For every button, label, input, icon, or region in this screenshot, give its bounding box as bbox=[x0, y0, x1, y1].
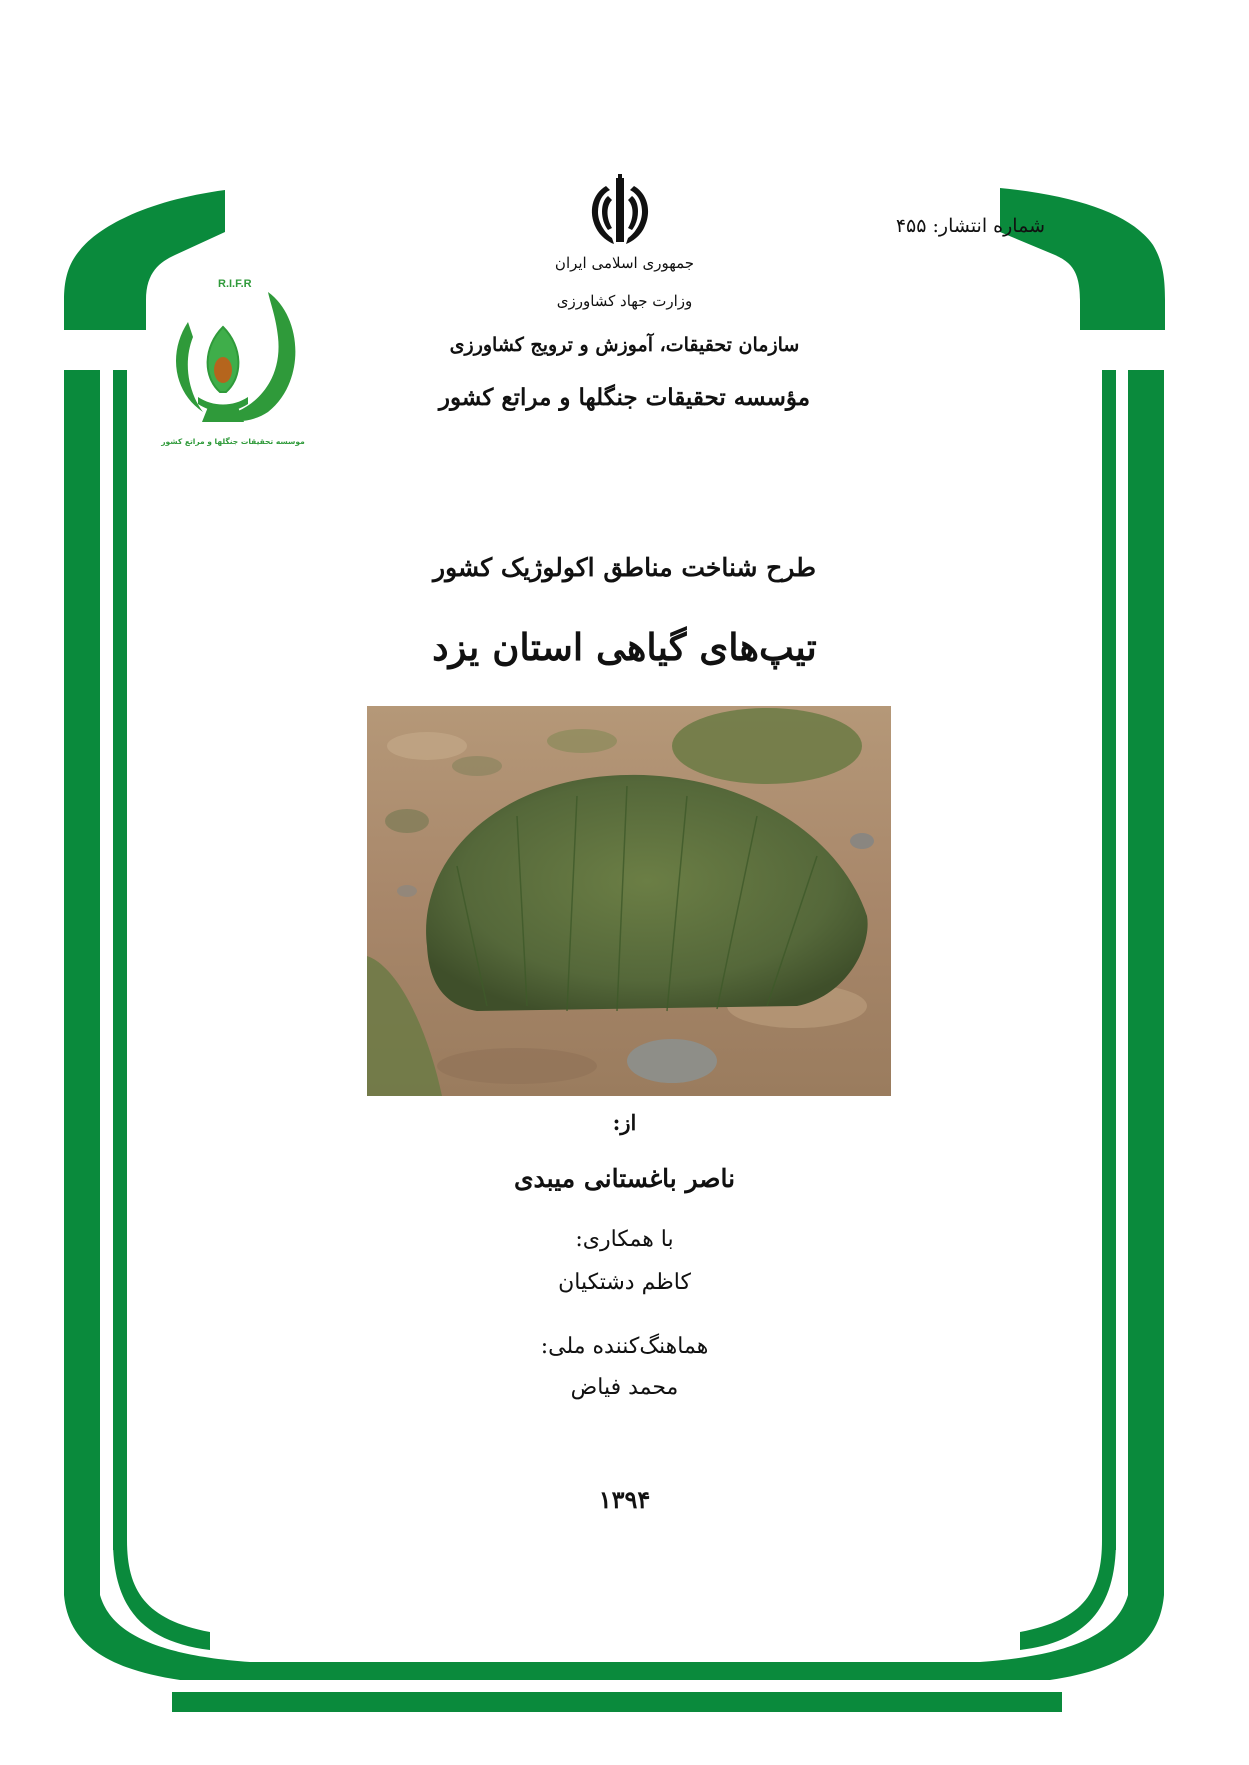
collaboration-label: با همکاری: bbox=[575, 1227, 674, 1252]
iran-emblem-icon bbox=[578, 172, 662, 250]
by-label: از: bbox=[612, 1110, 637, 1135]
page-title: تیپ‌های گیاهی استان یزد bbox=[432, 625, 817, 669]
organization-name: سازمان تحقیقات، آموزش و ترویج کشاورزی bbox=[449, 334, 800, 356]
shrub-photo bbox=[367, 706, 891, 1096]
publication-year: ۱۳۹۴ bbox=[598, 1485, 651, 1514]
ministry-name: وزارت جهاد کشاورزی bbox=[556, 292, 693, 310]
coordinator-label: هماهنگ‌کننده ملی: bbox=[540, 1334, 709, 1359]
coordinator-name: محمد فیاض bbox=[570, 1375, 679, 1400]
institute-name: مؤسسه تحقیقات جنگلها و مراتع کشور bbox=[438, 384, 811, 411]
collaborator-name: کاظم دشتکیان bbox=[558, 1270, 691, 1295]
country-name: جمهوری اسلامی ایران bbox=[554, 254, 695, 272]
logo-caption: موسسه تحقیقات جنگلها و مراتع کشور bbox=[161, 437, 305, 446]
project-title: طرح شناخت مناطق اکولوژیک کشور bbox=[433, 553, 816, 582]
author-name: ناصر باغستانی میبدی bbox=[513, 1164, 736, 1193]
logo-acronym: R.I.F.R bbox=[218, 278, 252, 290]
publication-number: شماره انتشار: ۴۵۵ bbox=[895, 215, 1045, 237]
